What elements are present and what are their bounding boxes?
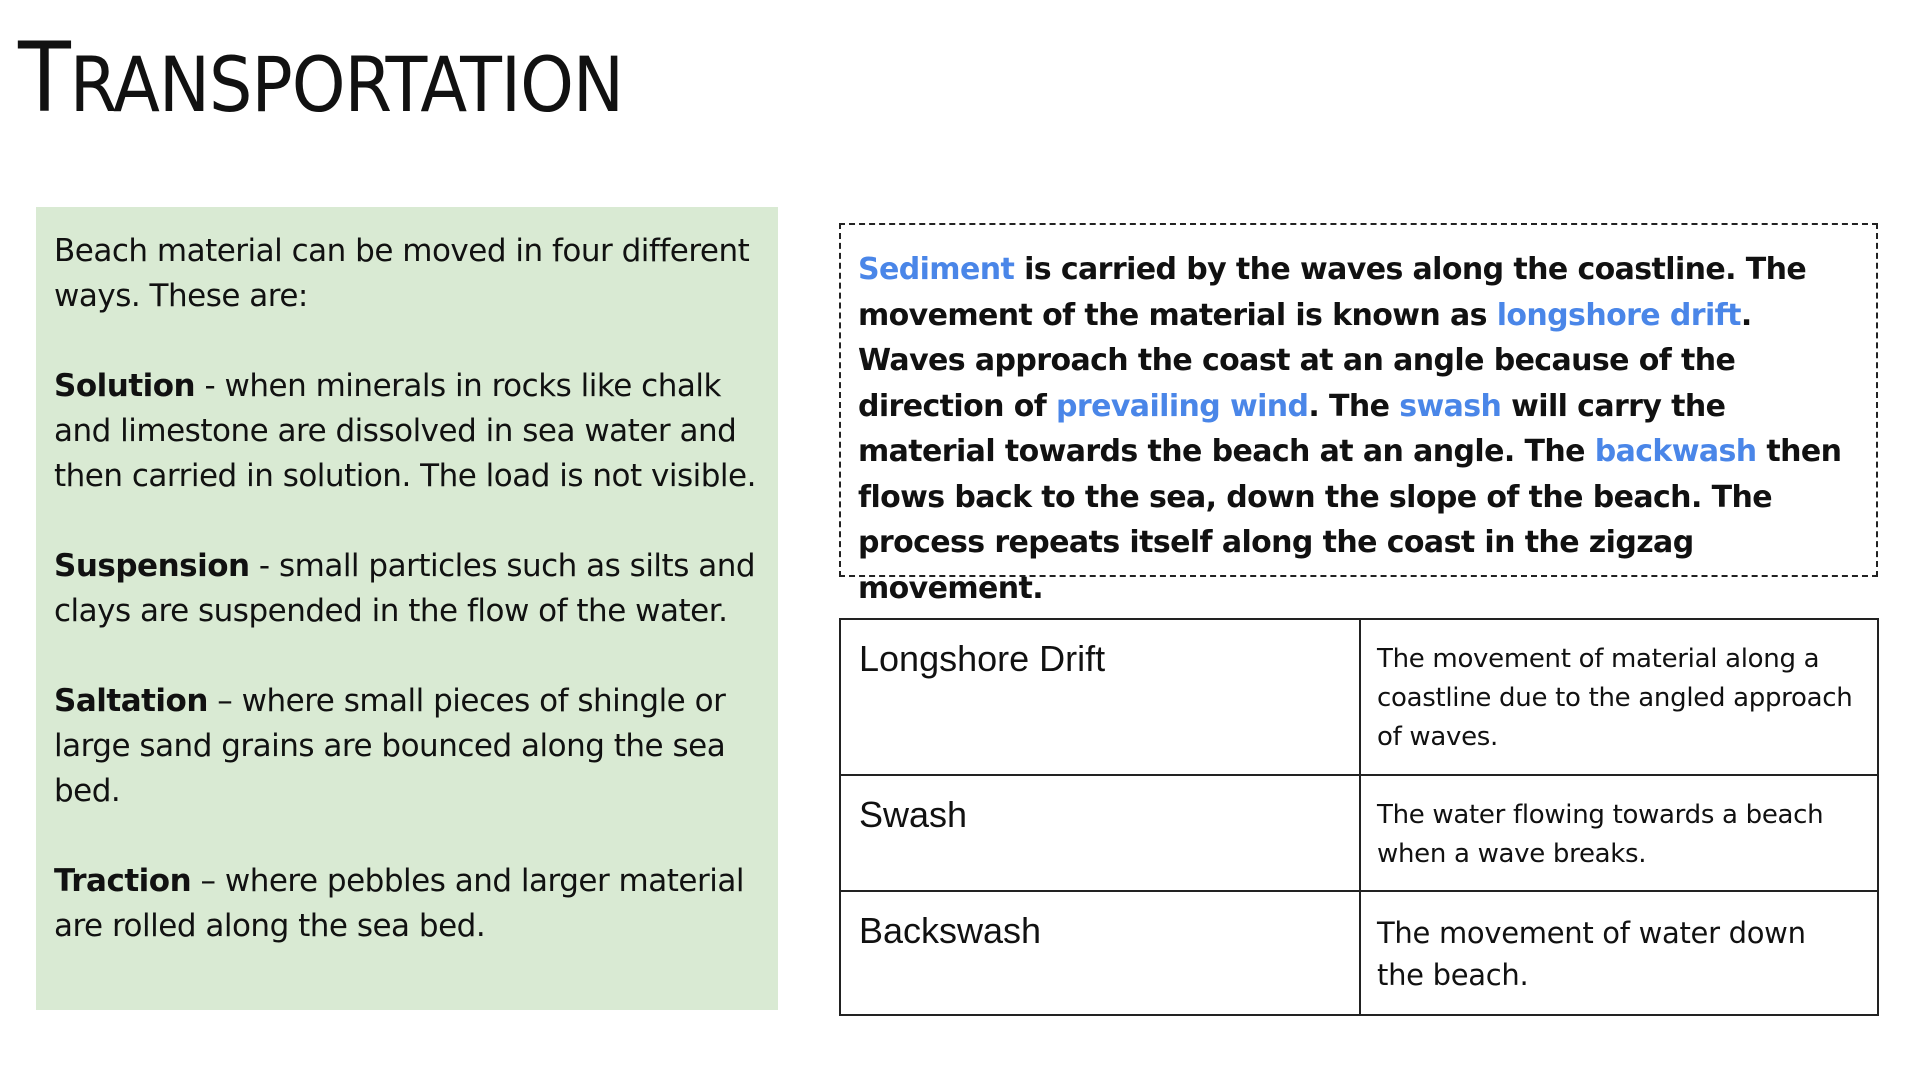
method-suspension bbox=[54, 544, 760, 634]
explanation-text: will carry the material towards the beach at an angle. The bbox=[858, 388, 1726, 469]
glossary-term: Longshore Drift bbox=[840, 619, 1360, 775]
method-term: Suspension bbox=[54, 548, 250, 584]
transport-methods-panel bbox=[36, 207, 778, 1010]
keyword-longshore-drift: longshore drift bbox=[1496, 297, 1741, 333]
table-row bbox=[840, 619, 1878, 775]
glossary-definition: The movement of water down the beach. bbox=[1360, 891, 1878, 1015]
method-solution bbox=[54, 364, 760, 499]
table-row bbox=[840, 775, 1878, 891]
keyword-swash: swash bbox=[1399, 388, 1502, 424]
page-title-rest: RANSPORTATION bbox=[69, 40, 624, 129]
page-title-initial: T bbox=[18, 22, 70, 134]
keyword-prevailing-wind: prevailing wind bbox=[1056, 388, 1309, 424]
glossary-definition: The movement of material along a coastline due to the angled approach of waves. bbox=[1360, 619, 1878, 775]
longshore-drift-explanation bbox=[839, 223, 1878, 606]
page-title bbox=[18, 18, 623, 138]
method-term: Traction bbox=[54, 863, 192, 899]
glossary-table bbox=[839, 618, 1879, 1016]
method-term: Solution bbox=[54, 368, 196, 404]
method-description: – where small pieces of shingle or large sand grains are bounced along the sea bed. bbox=[54, 683, 726, 809]
method-saltation bbox=[54, 679, 760, 814]
method-description: – where pebbles and larger material are rolled along the sea bed. bbox=[54, 863, 744, 944]
explanation-text: . Waves approach the coast at an angle because of the direction of bbox=[858, 297, 1752, 424]
transport-intro: Beach material can be moved in four different ways. These are: bbox=[54, 233, 750, 314]
keyword-backwash: backwash bbox=[1594, 434, 1757, 469]
method-description: - small particles such as silts and clays are suspended in the flow of the water. bbox=[54, 548, 756, 629]
explanation-text: . The bbox=[1308, 388, 1400, 424]
table-row bbox=[840, 891, 1878, 1015]
method-term: Saltation bbox=[54, 683, 208, 719]
glossary-term: Swash bbox=[840, 775, 1360, 891]
explanation-text: is carried by the waves along the coastline. The movement of the material is known as bbox=[858, 252, 1807, 333]
explanation-text: then flows back to the sea, down the slope of the beach. The process repeats itself along the coast in the zigzag movement. bbox=[858, 434, 1842, 606]
keyword-sediment: Sediment bbox=[858, 252, 1015, 287]
glossary-term: Backswash bbox=[840, 891, 1360, 1015]
method-description: - when minerals in rocks like chalk and limestone are dissolved in sea water and then carried in solution. The load is not visible. bbox=[54, 368, 756, 494]
glossary-definition: The water flowing towards a beach when a wave breaks. bbox=[1360, 775, 1878, 891]
method-traction bbox=[54, 859, 760, 949]
